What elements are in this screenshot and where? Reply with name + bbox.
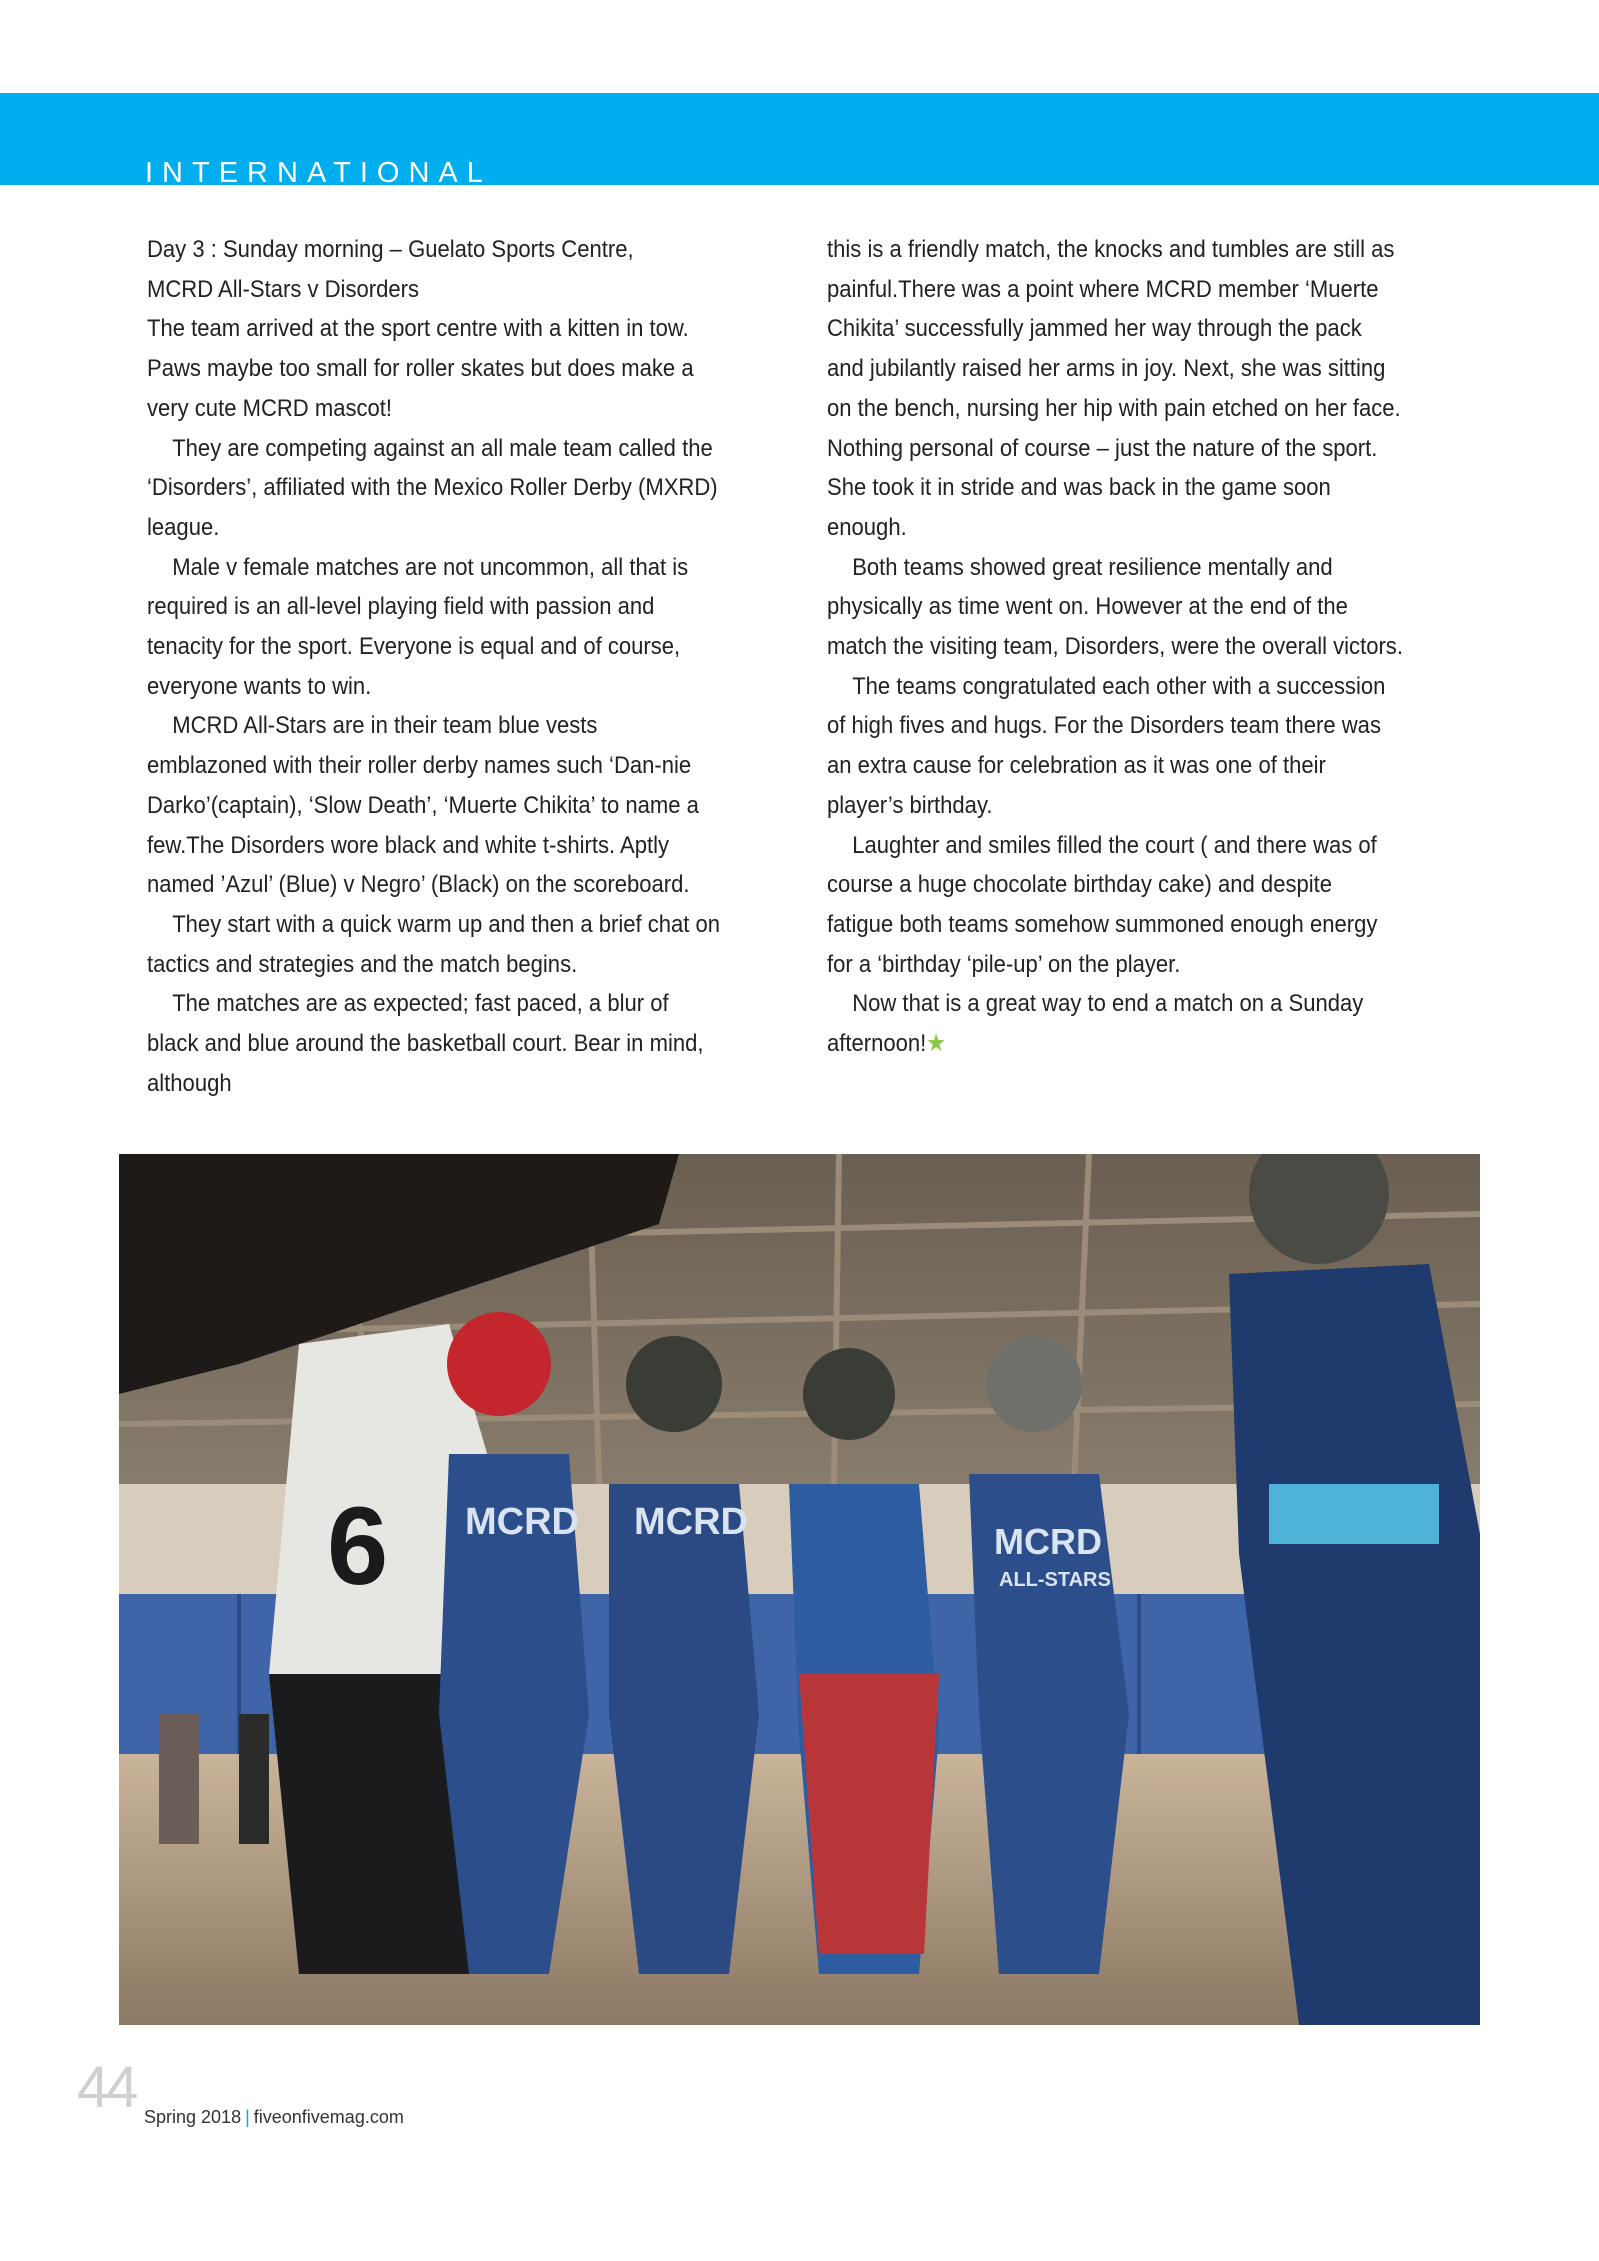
article-heading-line-2: MCRD All-Stars v Disorders xyxy=(147,275,419,303)
page-number: 44 xyxy=(77,2055,136,2120)
jersey-text-mcrd: MCRD xyxy=(994,1521,1102,1562)
article-right-column xyxy=(827,230,1403,1064)
paragraph: They start with a quick warm up and then a brief chat on tactics and strategies and the match begins. xyxy=(147,910,721,978)
section-label: INTERNATIONAL xyxy=(145,157,492,185)
team-photo xyxy=(119,1154,1480,2025)
paragraph: Male v female matches are not uncommon, all that is required is an all-level playing field with passion and tenacity for the sport. Everyone is equal and of course, everyone wants to win. xyxy=(147,553,689,700)
final-text: Now that is a great way to end a match on a Sunday afternoon! xyxy=(827,990,1364,1058)
footer-credit xyxy=(144,2106,404,2128)
paragraph: MCRD All-Stars are in their team blue vests emblazoned with their roller derby names such ‘Dan-nie Darko’(captain), ‘Slow Death’, ‘Muerte Chikita’ to name a few.The Disorders wore black and white t-shirts. Aptly named ’Azul’ (Blue) v Negro’ (Black) on the scoreboard. xyxy=(147,712,699,899)
issue-label: Spring 2018 xyxy=(144,2107,242,2127)
paragraph: this is a friendly match, the knocks and tumbles are still as painful.There was a point where MCRD member ‘Muerte Chikita’ successfully jammed her way through the pack and jubilantly raised her arms in joy. Next, she was sitting on the bench, nursing her hip with pain etched on her face. Nothing personal of course – just the nature of the sport. She took it in stride and was back in the game soon enough. xyxy=(827,236,1401,541)
paragraph: The team arrived at the sport centre with a kitten in tow. Paws maybe too small for roller skates but does make a very cute MCRD mascot! xyxy=(147,315,694,422)
website-link[interactable]: fiveonfivemag.com xyxy=(253,2107,404,2127)
paragraph: They are competing against an all male team called the ‘Disorders’, affiliated with the Mexico Roller Derby (MXRD) league. xyxy=(147,434,718,541)
jersey-text-mcrd: MCRD xyxy=(465,1501,579,1543)
paragraph: Laughter and smiles filled the court ( and there was of course a huge chocolate birthday cake) and despite fatigue both teams somehow summoned enough energy for a ‘birthday ‘pile-up’ on the player. xyxy=(827,831,1378,978)
footer-separator: | xyxy=(245,2107,250,2127)
article-left-column xyxy=(147,230,723,1103)
jersey-number: 6 xyxy=(327,1485,389,1608)
jersey-text-allstars: ALL-STARS xyxy=(999,1569,1111,1591)
jersey-text-mcrd: MCRD xyxy=(634,1501,748,1543)
paragraph: The teams congratulated each other with a succession of high fives and hugs. For the Disorders team there was an extra cause for celebration as it was one of their player’s birthday. xyxy=(827,672,1386,819)
article-heading-line-1: Day 3 : Sunday morning – Guelato Sports Centre, xyxy=(147,236,634,263)
end-star-icon: ★ xyxy=(926,1030,947,1058)
paragraph: Both teams showed great resilience mentally and physically as time went on. However at the end of the match the visiting team, Disorders, were the overall victors. xyxy=(827,553,1403,661)
paragraph-final xyxy=(827,984,1403,1063)
paragraph: The matches are as expected; fast paced, a blur of black and blue around the basketball court. Bear in mind, although xyxy=(147,990,704,1097)
